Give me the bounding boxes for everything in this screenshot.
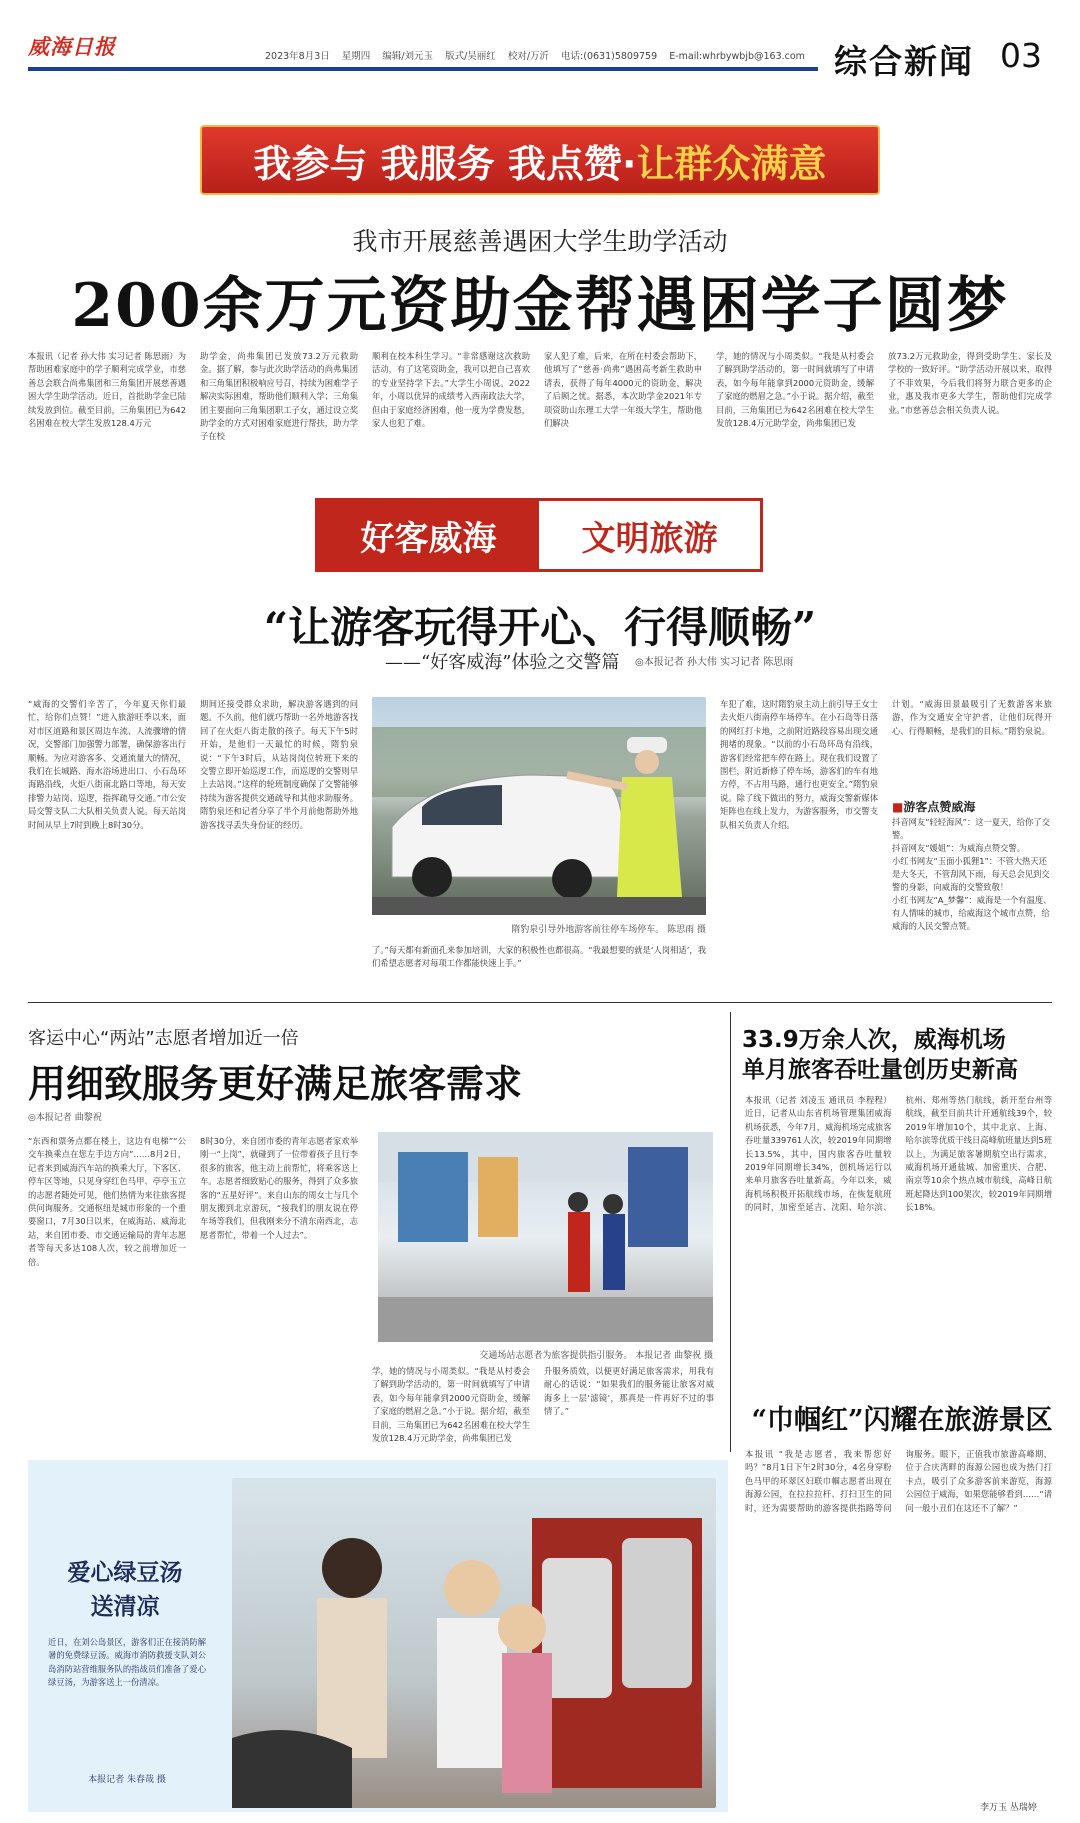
masthead-editor: 编辑/刘元玉: [382, 51, 434, 62]
divider: [28, 1002, 1052, 1003]
story1-headline: 200余万元资助金帮遇困学子圆梦: [71, 271, 1009, 341]
masthead-rule: [28, 67, 818, 71]
sidebar-item: 小红书网友“玉面小狐狸1”：不管大热天还是大冬天，不管刮风下雨，每天总会见到交警的身影，向威海的交警致敬！: [892, 856, 1050, 892]
story5-headline: “巾帼红”闪耀在旅游景区: [751, 1405, 1053, 1436]
feature-title-line: 爱心绿豆汤: [67, 1559, 183, 1586]
masthead-weekday: 星期四: [341, 51, 371, 62]
story3-col: “东西和票务点都在楼上，这边有电梯”“公交车换乘点在您左手边方向”……8月2日，记者来到威海汽车站的换乘大厅，下客区、停车区等地，只见身穿红色马甲、亭亭玉立的志愿者随处可见，他们热情为来往旅客提供问询服务。交通枢纽是城市形象的一个重要窗口，7月30日以来，在威海站、威海北站，来自团市委、市交通运输局的青年志愿者等每天多达108人次，较之前增加近一倍。: [28, 1136, 186, 1267]
tourism-banner: [315, 498, 763, 572]
story3-byline: ◎本报记者 曲黎祝: [28, 1113, 102, 1123]
story5-text: 本报讯 “我是志愿者，我来帮您好吗？”8月1日下午2时30分，4名身穿粉色马甲的环翠区妇联巾帼志愿者出现在海源公园，在拉拉拉杆、打扫卫生的同时，还为需要帮助的游客提供指路等问询服务。眼下，正值我市旅游高峰期，位于合庆湾畔的海源公园也成为热门打卡点，吸引了众多游客前来游览，海源公园位于威海，如果您能够看到……“请问一般小丑们在这还不了解？”: [745, 1449, 1052, 1513]
story1-kicker: 我市开展慈善遇困大学生助学活动: [352, 227, 728, 256]
story1-col: 顺利在校本科生学习。“非常感谢这次救助活动，有了这笔资助金，我可以把自己喜欢的专业坚持学下去。”大学生小周说。2022年，小周以优异的成绩考入西南政法大学，但由于家庭经济困难，他一度为学费发愁，家人也犯了难。: [372, 351, 530, 429]
story3-col: 学，她的情况与小周类似。“我是从村委会了解到助学活动的，第一时间就填写了申请表，如今每年能拿到2000元资助金，缓解了家庭的燃眉之急。”小于说。据介绍，截至目前，三角集团已为642名困难在校大学生发放128.4万元助学金，尚弗集团已发: [372, 1366, 530, 1444]
feature-title-line: 送清凉: [90, 1593, 160, 1620]
story2-col: 车犯了难，这时隋豹泉主动上前引导王女士去火炬八街南停车场停车。在小石岛等日落的网红打卡地，之前附近路段容易出现交通拥堵的现象。“以前的小石岛环岛有沿线，游客们经常把车停在路上。现在我们设置了围栏，附近新修了停车场，游客们的车有地方停，不占用马路，通行也更安全。”隋豹泉说。除了线下做出的努力，威海交警新媒体矩阵也在线上发力，为游客服务，市交警支队相关负责人介绍。: [720, 699, 878, 830]
sidebar-list: [892, 816, 1052, 933]
story1-col: 助学金，尚弗集团已发放73.2万元救助金。据了解，参与此次助学活动的尚弗集团和三角集团积极响应号召，持续为困难学子解决实际困难，帮助他们顺利入学；三角集团主要面向三角集团职工子女，通过设立奖助学金的方式对困难家庭进行帮扶，助力学子在校: [200, 351, 358, 442]
story1-col: 学，她的情况与小周类似。“我是从村委会了解到助学活动的，第一时间就填写了申请表，如今每年能拿到2000元资助金，缓解了家庭的燃眉之急。”小于说。据介绍，截至目前，三角集团已为642名困难在校大学生发放128.4万元助学金，尚弗集团已发: [716, 351, 874, 429]
masthead-info: [265, 48, 805, 62]
campaign-banner-text: 我参与 我服务 我点赞·: [253, 141, 637, 186]
page-number: 03: [1000, 36, 1042, 75]
masthead-designer: 版式/吴丽红: [445, 51, 496, 62]
tourism-banner-right: 文明旅游: [539, 501, 760, 569]
story4-text: 本报讯（记者 刘凌玉 通讯员 李程程）近日，记者从山东省机场管理集团威海机场获悉，今年7月，威海机场完成旅客吞吐量339761人次，较2019年同期增长13.5%，其中，国内旅客吞吐量较2019年同期增长34%，创机场运行以来单月旅客吞吐量新高。今年以来，威海机场积极开拓航线市场，在恢复航班的同时，加密至延吉、沈阳、哈尔滨、杭州、郑州等热门航线，新开至台州等航线，截至目前共计开通航线39个，较2019年增加10个，其中北京、上海、哈尔滨等优质干线日高峰航班量达到5班以上，为满足旅客暑期航空出行需求，威海机场开通盐城、加密重庆、合肥、南京等10余个热点城市航线，高峰日航班起降达到100架次，较2019年同期增长18%。: [745, 1095, 1052, 1213]
feature-text: 近日，在刘公岛景区，游客们正在接消防解暑的免费绿豆汤。威海市消防救援支队刘公岛消防站营维服务队的指战员们准备了爱心绿豆汤，为游客送上一份清凉。: [48, 1637, 206, 1688]
station-photo-caption: 交通场站志愿者为旅客提供指引服务。 本报记者 曲黎祝 摄: [479, 1351, 713, 1361]
sidebar-item: 小红书网友“A_梦馨”：威海是一个有温度、有人情味的城市，给威海这个城市点赞，给威海的人民交警点赞。: [892, 895, 1052, 931]
story2-byline: ◎本报记者 孙大伟 实习记者 陈思雨: [635, 657, 794, 668]
masthead-date: 2023年8月3日: [265, 51, 330, 62]
sidebar-item: 抖音网友“轻轻海风”：这一夏天，给你了交警。: [892, 817, 1050, 840]
story2-col: 计划。“威海田景最吸引了无数游客来旅游，作为交通安全守护者，让他们玩得开心、行得顺畅，是我们的目标。”隋豹泉说。: [892, 699, 1052, 736]
sidebar-item: 抖音网友“媛姐”：为威海点赞交警。: [892, 843, 1026, 853]
feature-credit: 本报记者 朱春哉 摄: [88, 1775, 166, 1785]
tourism-banner-left: 好客威海: [318, 501, 539, 569]
feature-photo-art: [232, 1478, 716, 1808]
story4-headline-line: 33.9万余人次，威海机场: [742, 1027, 1006, 1053]
story3-kicker: 客运中心“两站”志愿者增加近一倍: [28, 1028, 299, 1049]
campaign-banner-highlight: 让群众满意: [636, 141, 827, 186]
story1-col: 放73.2万元救助金，得到受助学生、家长及学校的一致好评。“助学活动开展以来，取得了不菲效果，今后我们将努力联合更多的企业，惠及我市更多大学生，帮助他们完成学业。”市慈善总会相关负责人说。: [888, 351, 1052, 415]
police-photo-art: [372, 697, 706, 915]
masthead-email: E-mail:whrbywbjb@163.com: [669, 51, 805, 62]
story2-headline: “让游客玩得开心、行得顺畅”: [263, 603, 817, 652]
station-photo-art: [378, 1132, 713, 1342]
story2-col: “威海的交警们辛苦了，今年夏天你们最忙，给你们点赞！”进入旅游旺季以来，面对市区道路和景区周边车流、人流骤增的情况，交警部门加强警力部署，确保游客出行顺畅。为应对游客多、交通流量大的情况，我们在长城路、海水浴场进出口、小石岛环海路沿线，火炬八街南北路口等地，每天安排警力站岗、巡逻，指挥疏导交通。”市公安局交警支队二大队相关负责人说。每天站岗时间从早上7时到晚上8时30分。: [28, 699, 186, 830]
section-title: 综合新闻: [834, 42, 974, 81]
story5-signature: 李万玉 丛瑞婷: [980, 1803, 1037, 1813]
feature-title: [40, 1556, 210, 1624]
story1-col: 本报讯（记者 孙大伟 实习记者 陈思雨）为帮助困难家庭中的学子顺利完成学业，市慈善总会联合尚弗集团和三角集团开展慈善遇困大学生助学活动。近日，首批助学金已陆续发放到位。截至目前，三角集团已为642名困难在校大学生发放128.4万元: [28, 351, 186, 429]
story2-col: 期间还接受群众求助，解决游客遇到的问题。不久前，他们就巧帮助一名外地游客找回了在火炬八街走散的孩子。每天下午5时开始，是他们一天最忙的时候，隋豹泉说：“下午3时后，从站岗岗位转班下来的交警立即开始巡逻工作，而巡逻的交警则早上去站岗。”这样的轮班制度确保了交警能够持续为游客提供交通疏导和其他求助服务。隋豹泉还和记者分享了半个月前他帮助外地游客找寻丢失身份证的经历。: [200, 699, 358, 830]
sidebar-title-text: 游客点赞威海: [903, 800, 976, 814]
police-photo: [372, 697, 706, 915]
masthead-proofreader: 校对/万沂: [507, 51, 550, 62]
station-photo: [378, 1132, 713, 1342]
story4-headline-line: 单月旅客吞吐量创历史新高: [742, 1057, 1018, 1083]
story3-headline: 用细致服务更好满足旅客需求: [28, 1061, 523, 1106]
story1-col: 家人犯了难，后来，在所在村委会帮助下，他填写了“慈善·尚弗”遇困高考新生救助申请表，获得了每年4000元的资助金，解决了后顾之忧。据悉，本次助学金2021年专项资助山东理工大学一年级大学生，帮助他们解决: [544, 351, 702, 429]
sidebar-title: ■游客点赞威海: [892, 800, 976, 814]
story3-col: 升服务质效，以便更好满足旅客需求，用我有耐心的话说：“如果我们的服务能让旅客对威海多上一层‘滤镜’，那真是一件再好不过的事情了。”: [544, 1366, 714, 1417]
police-photo-caption: 隋豹泉引导外地游客前往停车场停车。 陈思雨 摄: [511, 925, 706, 935]
campaign-banner: [200, 125, 880, 195]
feature-photo: [232, 1478, 716, 1808]
masthead-phone: 电话:(0631)5809759: [561, 51, 658, 62]
divider-vertical: [730, 1012, 731, 1452]
story2-subhead: ——“好客威海”体验之交警篇: [385, 652, 620, 673]
story3-col: 8时30分，来自团市委的青年志愿者家欢举刚一“上岗”，就碰到了一位带着孩子且行李很多的旅客，他主动上前帮忙，将乘客送上车。志愿者细致贴心的服务，得到了众多旅客的“五星好评”。来自山东的周女士与几个朋友搬到北京游玩，“接我们的朋友说在停车场等我们，但我刚来分不清东南西北，志愿者帮忙，带着一个人过去”。: [200, 1136, 358, 1240]
story4-headline: [742, 1025, 1062, 1085]
masthead-logo: 威海日报: [28, 34, 116, 59]
story2-col-under-photo: 了。”每天都有新面孔来参加培训，大家的积极性也都很高。“我最想要的就是‘人岗相适’，我们希望志愿者对每项工作都能快速上手。”: [372, 945, 706, 969]
